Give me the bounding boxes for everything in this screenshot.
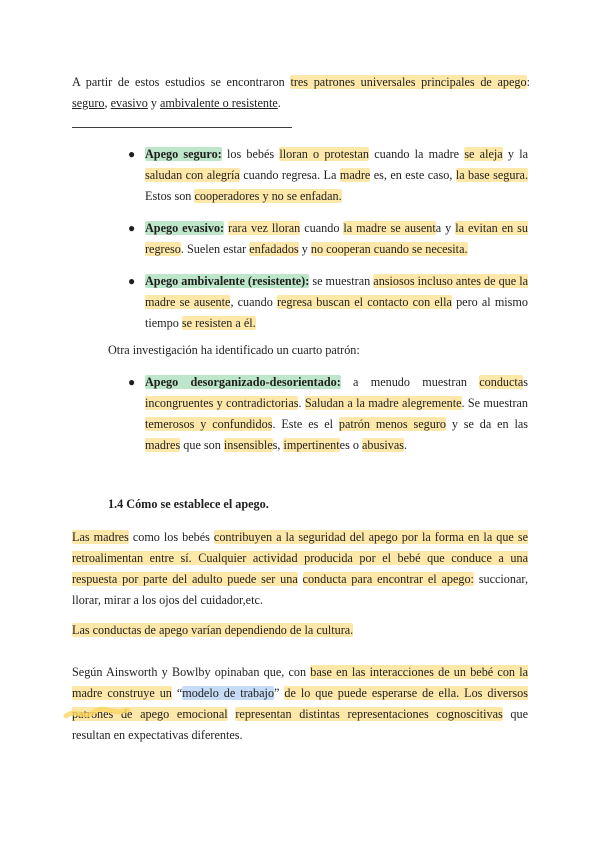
bullet-text: a menudo muestran conductas incongruentes y contradictorias. Saludan a la madre alegremente. Se muestran temerosos y confundidos. Este es el patrón menos seguro y se da en las madres que son insensibles, impertinentes o abusivas. [145, 375, 529, 452]
intro-highlight: tres patrones universales principales de apego [290, 75, 527, 89]
bullet-title: Apego desorganizado-desorientado: [145, 375, 341, 389]
separator-line [72, 127, 292, 128]
paragraph-culture: Las conductas de apego varían dependiendo de la cultura. [72, 623, 354, 637]
bullet-text: los bebés lloran o protestan cuando la madre se aleja y la saludan con alegría cuando regresa. La madre es, en este caso, la base segura. Estos son cooperadores y no se enfadan. [145, 147, 529, 203]
term-ambivalente: ambivalente o resistente [160, 96, 278, 110]
bullet-title: Apego evasivo: [145, 221, 225, 235]
bullet-dot-icon: ● [128, 221, 136, 235]
list-item [128, 372, 529, 456]
term-evasivo: evasivo [110, 96, 148, 110]
intro-sep1: , [104, 96, 111, 110]
intro-end: . [277, 96, 281, 110]
bullet-dot-icon: ● [128, 147, 136, 161]
intro-sep2: y [147, 96, 161, 110]
bullet-text: se muestran ansiosos incluso antes de que la madre se ausente, cuando regresa buscan el contacto con ella pero al mismo tiempo se resisten a él. [145, 274, 529, 330]
highlighter-squiggle-icon [62, 700, 132, 722]
list-item [128, 271, 529, 334]
fourth-pattern-intro: Otra investigación ha identificado un cuarto patrón: [108, 343, 360, 357]
attachment-types-list [128, 144, 529, 345]
list-item [128, 218, 528, 260]
paragraph-ainsworth-bowlby: Según Ainsworth y Bowlby opinaban que, con base en las interacciones de un bebé con la madre construye un “modelo de trabajo” de lo que puede esperarse de ella. Los diversos patrones de apego emocional representan distintas representaciones cognoscitivas que resultan en expectativas diferentes. [72, 665, 529, 742]
bullet-dot-icon: ● [128, 274, 136, 288]
section-heading: 1.4 Cómo se establece el apego. [108, 497, 269, 511]
paragraph-establishment: Las madres como los bebés contribuyen a la seguridad del apego por la forma en la que se retroalimentan entre sí. Cualquier actividad producida por el bebé que conduce a una respuesta por parte del adulto puede ser una conducta para encontrar el apego: succionar, llorar, mirar a los ojos del cuidador,etc. [72, 530, 528, 607]
bullet-dot-icon: ● [128, 375, 136, 389]
list-item [128, 144, 529, 207]
fourth-pattern-list [128, 372, 529, 456]
intro-colon: : [526, 75, 530, 89]
intro-paragraph [72, 72, 530, 114]
bullet-title: Apego ambivalente (resistente): [145, 274, 310, 288]
intro-text: A partir de estos estudios se encontraron [72, 75, 291, 89]
bullet-title: Apego seguro: [145, 147, 222, 161]
bullet-text: rara vez lloran cuando la madre se ausenta y la evitan en su regreso. Suelen estar enfadados y no cooperan cuando se necesita. [145, 221, 528, 256]
term-seguro: seguro [72, 96, 105, 110]
